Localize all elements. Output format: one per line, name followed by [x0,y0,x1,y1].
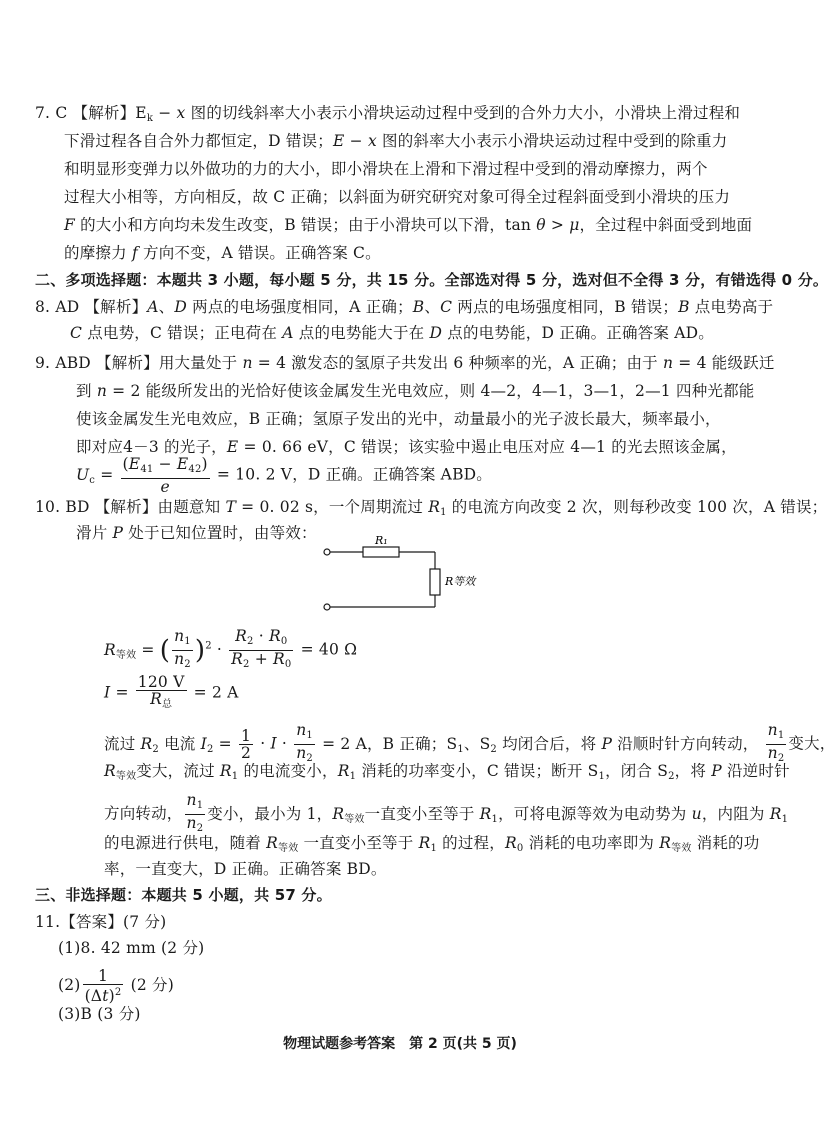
q10-tail-1: $R_{等效}$变大，流过 $R_1$ 的电流变小，$R_1$ 消耗的功率变小，C 错误；断开 $S_1$，闭合 $S_2$，将 P 沿逆时针 [104,762,790,782]
q9-line-3: 使该金属发生光电效应，B 正确；氢原子发出的光中，动量最小的光子波长最大，频率最小， [76,410,721,428]
section-2-heading: 二、多项选择题：本题共 3 小题，每小题 5 分，共 15 分。全部选对得 5 分，选对但不全得 3 分，有错选得 0 分。 [35,271,829,289]
q7-line-2: 下滑过程各自合外力都恒定，D 错误；E − x 图的斜率大小表示小滑块运动过程中受到的除重力 [64,132,728,150]
q9-line-2: 到 n = 2 能级所发出的光恰好使该金属发生光电效应，则 4—2，4—1，3—1，2—1 四种光都能 [76,382,755,400]
q10-line-2: 滑片 P 处于已知位置时，由等效： [76,524,317,542]
resistor-req [430,569,440,595]
q11-head: 11.【答案】(7 分) [35,913,167,931]
q10-line-flow: 流过 $R_2$ 电流 $I_2$ = $\frac{1}{2}$ · I · $\frac{n_1}{n_2}$ = 2 A，B 正确；$S_1$、$S_2$ 均闭合后，将 P 沿顺时针方向转动， $\frac{n_1}{n_2}$ 变大， [104,721,836,764]
page-footer: 物理试题参考答案 第 2 页(共 5 页) [283,1036,517,1052]
req-label: R等效 [445,575,476,588]
resistor-r1 [363,547,399,557]
q9-formula: $U_c$ = $\frac{(E_{41} - E_{42})}{e}$ = 10. 2 V，D 正确。正确答案 ABD。 [76,455,492,496]
q11-answer-3: (3)B (3 分) [58,1005,141,1023]
q10-tail-3: 率，一直变大，D 正确。正确答案 BD。 [104,860,387,878]
q7-line-1: 7. C 【解析】$E_k - x$ 图的切线斜率大小表示小滑块运动过程中受到的合外力大小，小滑块上滑过程和 [35,104,741,124]
q11-answer-1: (1)8. 42 mm (2 分) [58,939,205,957]
section-3-heading: 三、非选择题：本题共 5 小题，共 57 分。 [35,886,332,904]
r1-label: R₁ [375,534,388,547]
q7-line-5: F 的大小和方向均未发生改变，B 错误；由于小滑块可以下滑，tan θ > μ，全过程中斜面受到地面 [64,216,753,234]
q10-eq-current: I = $\frac{120 V}{R_总}$ = 2 A [104,673,239,710]
q10-line-dir: 方向转动， $\frac{n_1}{n_2}$ 变小，最小为 1，$R_{等效}$一直变小至等于 $R_1$，可将电源等效为电动势为 u，内阻为 $R_1$ [104,791,789,834]
q11-answer-2: (2) $\frac{1}{(\Delta t)^2}$ (2 分) [58,967,174,1005]
q7-line-6: 的摩擦力 f 方向不变，A 错误。正确答案 C。 [64,244,381,262]
q10-tail-2: 的电源进行供电，随着 $R_{等效}$ 一直变小至等于 $R_1$ 的过程，$R_0$ 消耗的电功率即为 $R_{等效}$ 消耗的功 [104,834,760,854]
q9-line-4: 即对应4－3 的光子，E = 0. 66 eV，C 错误；该实验中遏止电压对应 4—1 的光去照该金属， [76,438,737,456]
q7-line-4: 过程大小相等，方向相反，故 C 正确；以斜面为研究研究对象可得全过程斜面受到小滑块的压力 [64,188,731,206]
equivalent-circuit-diagram [315,535,495,615]
q8-line-1: 8. AD 【解析】A、D 两点的电场强度相同，A 正确；B、C 两点的电场强度相同，B 错误；B 点电势高于 [35,298,774,316]
q10-line-1: 10. BD 【解析】由题意知 T = 0. 02 s，一个周期流过 $R_1$ 的电流方向改变 2 次，则每秒改变 100 次，A 错误； [35,498,828,518]
q10-eq-requiv: $R_{等效}$ = ( $\frac{n_1}{n_2}$ )$^2$ · $\frac{R_2 \cdot R_0}{R_2 + R_0}$ = 40 Ω [104,627,358,670]
q9-line-1: 9. ABD 【解析】用大量处于 n = 4 激发态的氢原子共发出 6 种频率的光，A 正确；由于 n = 4 能级跃迁 [35,354,775,372]
q8-line-2: C 点电势，C 错误；正电荷在 A 点的电势能大于在 D 点的电势能，D 正确。正确答案 AD。 [70,324,714,342]
terminal-bottom [324,604,330,610]
terminal-top [324,549,330,555]
q7-line-3: 和明显形变弹力以外做功的力的大小，即小滑块在上滑和下滑过程中受到的滑动摩擦力，两个 [64,160,708,178]
